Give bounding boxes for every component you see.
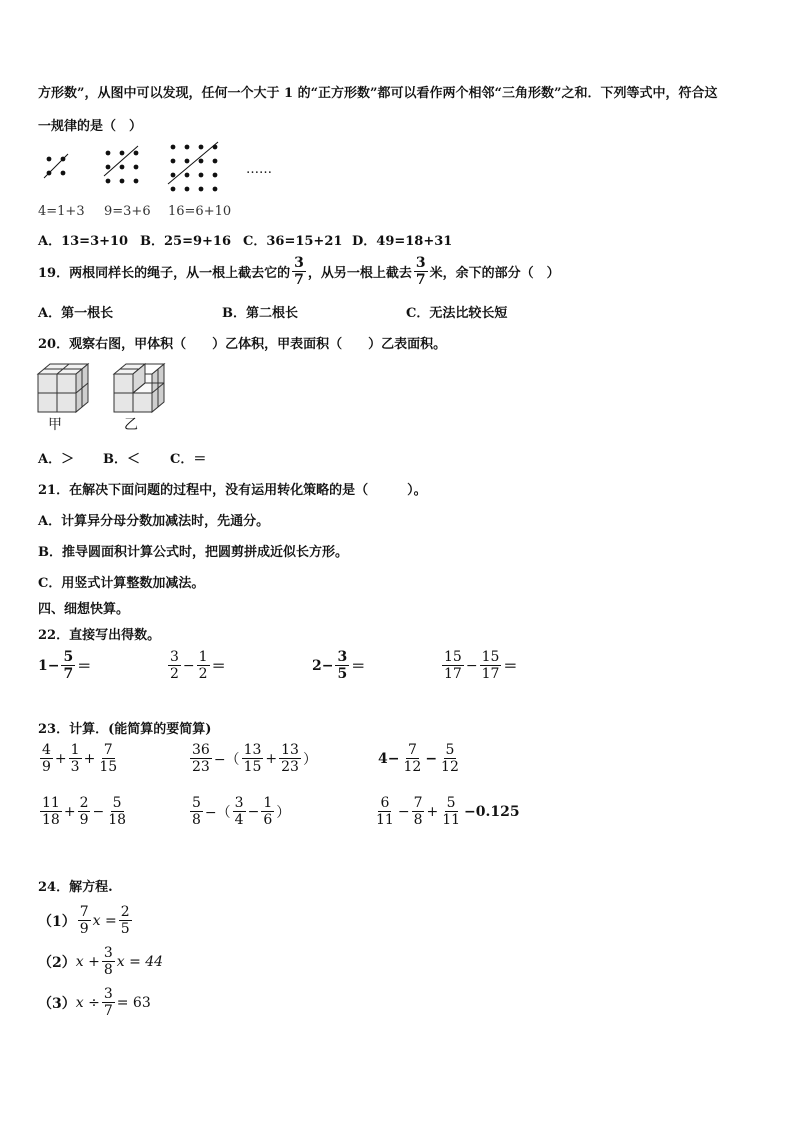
- q18-option-a[interactable]: A．13=3+10: [38, 234, 129, 249]
- q21-option-a[interactable]: A．计算异分母分数加减法时，先通分。: [38, 514, 270, 529]
- q19-pre: 19．两根同样长的绳子，从一根上截去它的: [38, 266, 291, 282]
- q23-expr-2: $\frac{36}{23}$ −（ $\frac{13}{15}$ + $\frac{13}{23}$ ）: [192, 742, 317, 776]
- q18-option-d[interactable]: D．49=18+31: [352, 234, 453, 249]
- q20-option-a[interactable]: A．＞: [38, 452, 75, 467]
- q23-expr-1: $\frac{4}{9}$ + $\frac{1}{3}$ + $\frac{7}{15}$: [42, 742, 118, 776]
- q19-fraction-1: $\frac{3}{7}$: [294, 255, 304, 289]
- q19-option-a[interactable]: A．第一根长: [38, 306, 114, 321]
- q18-option-b[interactable]: B．25=9+16: [140, 234, 232, 249]
- q21-stem: 21．在解决下面问题的过程中，没有运用转化策略的是（ ）。: [38, 483, 427, 498]
- q20-option-b[interactable]: B．＜: [103, 452, 140, 467]
- caption-9: 9=3+6: [104, 204, 151, 219]
- caption-16: 16=6+10: [168, 204, 232, 219]
- cubes-figure: [36, 362, 166, 416]
- dots-9: [104, 146, 138, 183]
- dot-pattern-figure: [38, 140, 238, 200]
- dots-16: [168, 142, 218, 191]
- q23-expr-5: $\frac{5}{8}$ −（ $\frac{3}{4}$ − $\frac{1}{6}$ ）: [192, 795, 291, 829]
- q19-mid: ，从另一根上截去: [307, 266, 412, 282]
- q19-fraction-2: $\frac{3}{7}$: [415, 255, 426, 289]
- q22-item-4: $\frac{15}{17}$ − $\frac{15}{17}$ ＝: [444, 649, 518, 683]
- label-jia: 甲: [48, 417, 62, 433]
- cube-yi: [114, 364, 164, 412]
- label-yi: 乙: [124, 417, 138, 433]
- dots-4: [44, 154, 68, 178]
- q23-expr-3: 4− $\frac{7}{12}$ − $\frac{5}{12}$: [378, 742, 459, 776]
- q24-title: 24．解方程.: [38, 880, 113, 895]
- q23-expr-6: $\frac{6}{11}$ − $\frac{7}{8}$ + $\frac{5}{11}$ −0.125: [376, 795, 520, 829]
- q20-option-c[interactable]: C．＝: [170, 452, 207, 467]
- q19-option-c[interactable]: C．无法比较长短: [406, 306, 508, 321]
- q19-post: 米，余下的部分（ ）: [429, 266, 560, 282]
- q19-option-b[interactable]: B．第二根长: [222, 306, 298, 321]
- q22-item-2: $\frac{3}{2}$ − $\frac{1}{2}$ ＝: [170, 649, 226, 683]
- q18-option-c[interactable]: C．36=15+21: [243, 234, 343, 249]
- q23-title: 23．计算．(能简算的要简算): [38, 722, 212, 737]
- q20-stem: 20．观察右图，甲体积（ ）乙体积，甲表面积（ ）乙表面积。: [38, 337, 447, 352]
- q22-title: 22．直接写出得数。: [38, 628, 161, 643]
- cube-jia: [38, 364, 88, 412]
- q24-equation-2: （2） x + $\frac{3}{8}$ x = 44: [38, 945, 164, 979]
- q24-equation-3: （3） x ÷ $\frac{3}{7}$ = 63: [38, 986, 151, 1020]
- q21-option-c[interactable]: C．用竖式计算整数加减法。: [38, 576, 205, 591]
- q18-line1: 方形数”，从图中可以发现，任何一个大于 1 的“正方形数”都可以看作两个相邻“三角形数”之和．下列等式中，符合这: [38, 86, 718, 101]
- q24-equation-1: （1） $\frac{7}{9}$ x = $\frac{2}{5}$: [38, 904, 130, 938]
- q18-line2: 一规律的是（ ）: [38, 119, 143, 134]
- ellipsis: ……: [246, 162, 272, 177]
- caption-4: 4=1+3: [38, 204, 85, 219]
- section-four-title: 四、细想快算。: [38, 602, 130, 617]
- q22-item-3: 2− $\frac{3}{5}$ ＝: [312, 649, 366, 683]
- q22-item-1: 1− $\frac{5}{7}$ ＝: [38, 649, 92, 683]
- q19-stem: [38, 255, 560, 288]
- q23-expr-4: $\frac{11}{18}$ + $\frac{2}{9}$ − $\frac{5}{18}$: [42, 795, 127, 829]
- q21-option-b[interactable]: B．推导圆面积计算公式时，把圆剪拼成近似长方形。: [38, 545, 348, 560]
